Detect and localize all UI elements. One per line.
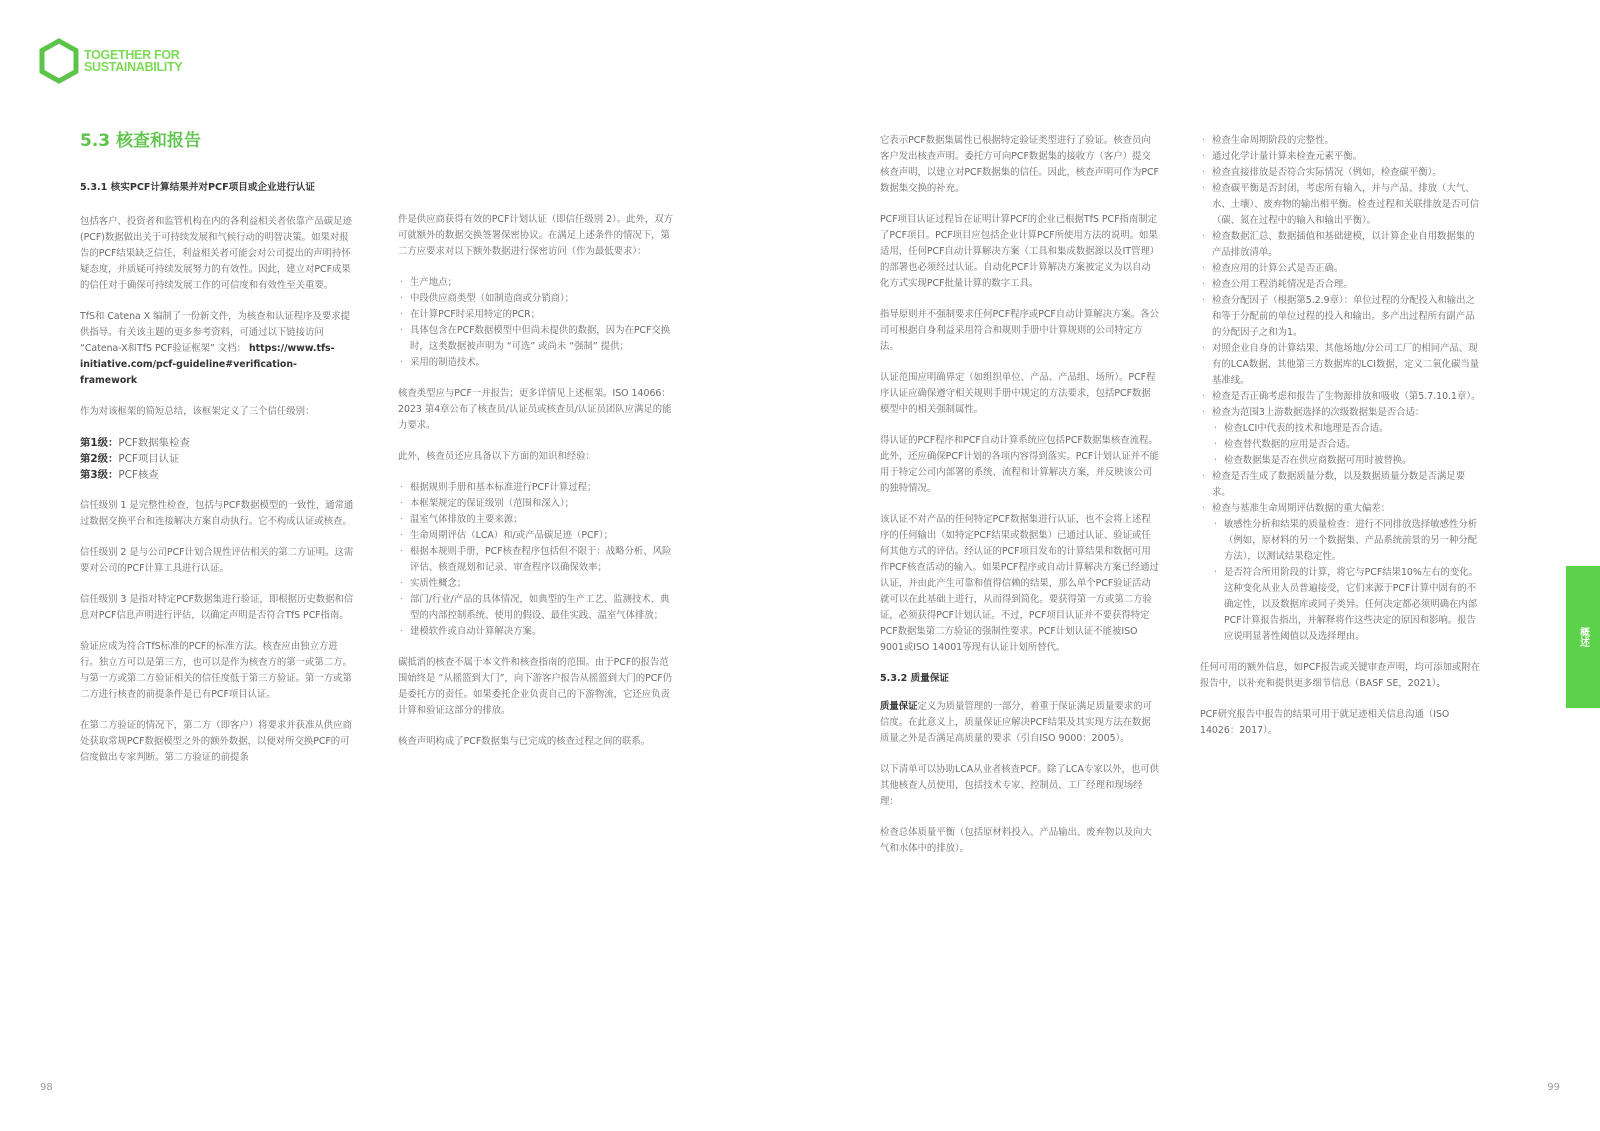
chapter-tab-label: 概述 (1577, 627, 1589, 647)
verifier-knowledge-list (398, 480, 678, 640)
data-access-list (398, 275, 678, 371)
list-item: · 检查与基准生命周期评估数据的重大偏差： (1200, 501, 1482, 517)
list-item: · 检查是否正确考虑和报告了生物源排放和吸收（第5.7.10.1章）。 (1200, 389, 1482, 405)
sub-list-item: · 敏感性分析和结果的质量检查：进行不同排放选择敏感性分析（例如，原材料的另一个数据集、产品系统前景的另一种分配方法），以测试结果稳定性。 (1200, 517, 1482, 565)
paragraph: 件是供应商获得有效的PCF计划认证（即信任级别 2）。此外，双方可就额外的数据交换签署保密协议。在满足上述条件的情况下，第二方应要求对以下额外数据进行保密访问（作为最低要求）： (398, 214, 673, 257)
level-text: PCF项目认证 (118, 453, 180, 465)
level-label: 第1级： (80, 437, 119, 449)
paragraph: 检查总体质量平衡（包括原材料投入、产品输出、废弃物以及向大气和水体中的排放）。 (880, 827, 1152, 854)
paragraph: 任何可用的额外信息，如PCF报告或关键审查声明，均可添加或附在报告中，以补充和提供更多细节信息（BASF SE，2021）。 (1200, 662, 1481, 689)
level-text: PCF数据集检查 (118, 437, 190, 449)
page-number-left: 98 (40, 1082, 53, 1093)
subsection-title-5-3-2: 5.3.2 质量保证 (880, 673, 950, 684)
paragraph (80, 309, 354, 389)
list-item: · 中段供应商类型（如制造商或分销商）； (398, 291, 678, 307)
list-item: · 通过化学计量计算来检查元素平衡。 (1200, 149, 1482, 165)
list-item: · 检查碳平衡是否封闭，考虑所有输入，并与产品、排放（大气、水、土壤）、废弃物的输出相平衡。检查过程和关联排放是否可信（碳、氮在过程中的输入和输出平衡）。 (1200, 181, 1482, 229)
paragraph: 得认证的PCF程序和PCF自动计算系统应包括PCF数据集核查流程。此外，还应确保PCF计划的各项内容得到落实。PCF计划认证并不能用于特定公司内部署的系统、流程和计算解决方案，并反映该公司的独特情况。 (880, 435, 1159, 494)
column-3 (880, 133, 1160, 872)
hexagon-logo-icon (38, 38, 80, 84)
list-item: · 实质性概念； (398, 576, 678, 592)
trust-level-2 (80, 451, 354, 467)
list-item: · 采用的制造技术。 (398, 355, 678, 371)
paragraph: 它表示PCF数据集属性已根据特定验证类型进行了验证。核查员向客户发出核查声明。委托方可向PCF数据集的接收方（客户）提交核查声明，以建立对PCF数据集的信任。因此，核查声明可作为PCF数据集交换的补充。 (880, 135, 1159, 194)
paragraph: 包括客户、投资者和监管机构在内的各利益相关者依靠产品碳足迹(PCF)数据做出关于可持续发展和气候行动的明智决策。如果对报告的PCF结果缺乏信任，利益相关者可能会对公司提出的声明持怀疑态度，并质疑可持续发展努力的有效性。因此，建立对PCF成果的信任对于确保可持续发展工作的可信度和有效性至关重要。 (80, 216, 352, 291)
paragraph-text: TfS和 Catena X 编制了一份新文件，为核查和认证程序及要求提供指导。有关该主题的更多参考资料，可通过以下链接访问 “Catena-X和TfS PCF验证框架” 文档： (80, 311, 351, 354)
paragraph: 碳抵消的核查不属于本文件和核查指南的范围。由于PCF的报告范围始终是 “从摇篮到大门”，向下游客户报告从摇篮到大门的PCF仍是委托方的责任。如果委托企业负责自己的下游物流，它还应负责计算和验证这部分的排放。 (398, 657, 673, 716)
list-item: · 检查是否生成了数据质量分数，以及数据质量分数是否满足要求。 (1200, 469, 1482, 501)
list-item: · 具体包含在PCF数据模型中但尚未提供的数据，因为在PCF交换时，这类数据被声明为 “可选” 或尚未 “强制” 提供； (398, 323, 678, 355)
section-title: 5.3 核查和报告 (80, 131, 202, 151)
list-item: · 检查生命周期阶段的完整性。 (1200, 133, 1482, 149)
list-item: · 生命周期评估（LCA）和/或产品碳足迹（PCF）； (398, 528, 678, 544)
logo (38, 38, 182, 84)
paragraph: 信任级别 1 是完整性检查，包括与PCF数据模型的一致性，通常通过数据交换平台和连接解决方案自动执行。它不构成认证或核查。 (80, 500, 354, 527)
level-label: 第3级： (80, 469, 119, 481)
list-item: · 检查直接排放是否符合实际情况（例如，检查碳平衡）。 (1200, 165, 1482, 181)
list-item: · 本框架规定的保证级别（范围和深入）； (398, 496, 678, 512)
subsection-title-5-3-1: 5.3.1 核实PCF计算结果并对PCF项目或企业进行认证 (80, 182, 315, 193)
list-item: · 生产地点； (398, 275, 678, 291)
trust-level-1 (80, 435, 354, 451)
quality-assurance-term: 质量保证 (880, 701, 918, 712)
column-2 (398, 212, 678, 765)
sub-list-item: · 是否符合所用阶段的计算，将它与PCF结果10%左右的变化。这种变化从业人员普遍接受，它们来源于PCF计算中固有的不确定性，以及数据库或同子类异。任何决定都必须明确在内部PCF计算报告指出，并解释将作这些决定的原因和影响。报告应说明显著性阈值以及选择理由。 (1200, 565, 1482, 645)
paragraph: 信任级别 2 是与公司PCF计划合规性评估相关的第二方证明。这需要对公司的PCF计算工具进行认证。 (80, 547, 354, 574)
paragraph: 作为对该框架的简短总结，该框架定义了三个信任级别： (80, 406, 315, 417)
sub-list-item: · 检查数据集是否在供应商数据可用时被替换。 (1200, 453, 1482, 469)
paragraph-text: 定义为质量管理的一部分，着重于保证满足质量要求的可信度。在此意义上，质量保证应解决PCF结果及其实现方法在数据质量之外是否满足高质量的要求（引自ISO 9000：2005）。 (880, 701, 1152, 744)
paragraph: PCF研究报告中报告的结果可用于就足迹相关信息沟通（ISO 14026：2017）。 (1200, 709, 1450, 736)
paragraph: 认证范围应明确界定（如组织单位、产品、产品组、场所）。PCF程序认证应确保遵守相关规则手册中规定的方法要求，包括PCF数据模型中的相关强制属性。 (880, 372, 1156, 415)
list-item: · 根据本规则手册，PCF核查程序包括但不限于：战略分析、风险评估、核查规划和记录、审查程序以确保效率； (398, 544, 678, 576)
level-label: 第2级： (80, 453, 119, 465)
verification-framework-link[interactable]: https://www.tfs-initiative.com/pcf-guideline#verification-framework (80, 343, 335, 386)
list-item: · 温室气体排放的主要来源； (398, 512, 678, 528)
list-item: · 检查数据汇总、数据插值和基础建模，以计算企业自用数据集的产品排放清单。 (1200, 229, 1482, 261)
paragraph: 以下清单可以协助LCA从业者核查PCF。除了LCA专家以外，也可供其他核查人员使用，包括技术专家、控制员、工厂经理和现场经理： (880, 764, 1159, 807)
list-item: · 检查应用的计算公式是否正确。 (1200, 261, 1482, 277)
page-number-right: 99 (1547, 1082, 1560, 1093)
list-item: · 建模软件或自动计算解决方案。 (398, 624, 678, 640)
list-item: · 在计算PCF时采用特定的PCR； (398, 307, 678, 323)
logo-line-2: SUSTAINABILITY (84, 60, 183, 74)
level-text: PCF核查 (118, 469, 159, 481)
list-item: · 检查公用工程消耗情况是否合理。 (1200, 277, 1482, 293)
paragraph (880, 699, 1160, 747)
paragraph: 该认证不对产品的任何特定PCF数据集进行认证，也不会将上述程序的任何输出（如特定PCF结果或数据集）已通过认证、验证或任何其他方式的评估。经认证的PCF项目发布的计算结果和数据可用作PCF核查活动的输入。如果PCF程序或自动计算解决方案已经通过认证，并由此产生可靠和值得信赖的结果，那么单个PCF验证活动就可以在此基础上进行，从而得到简化。要获得第一方或第二方验证，必须获得PCF计划认证。不过，PCF项目认证并不要获得特定PCF数据集第二方验证的强制性要求。PCF计划认证不能被ISO 9001或ISO 14001等现有认证计划所替代。 (880, 514, 1159, 653)
paragraph: 信任级别 3 是指对特定PCF数据集进行验证，即根据历史数据和信息对PCF信息声明进行评估，以确定声明是否符合TfS PCF指南。 (80, 594, 354, 621)
column-4 (1200, 133, 1482, 754)
checklist (1200, 133, 1482, 645)
paragraph: 核查类型应与PCF一并报告；更多详情见上述框架。ISO 14066：2023 第4章公布了核查员/认证员或核查员/认证员团队应满足的能力要求。 (398, 388, 672, 431)
list-item: · 对照企业自身的计算结果、其他场地/分公司工厂的相同产品、现有的LCA数据、其他第三方数据库的LCI数据，定义二氧化碳当量基准线。 (1200, 341, 1482, 389)
logo-line-1: TOGETHER FOR (84, 47, 180, 62)
list-item: · 检查为范围3上游数据选择的次级数据集是否合适： (1200, 405, 1482, 421)
paragraph: 此外，核查员还应具备以下方面的知识和经验： (398, 451, 595, 462)
paragraph: PCF项目认证过程旨在证明计算PCF的企业已根据TfS PCF指南制定了PCF项目。PCF项目应包括企业计算PCF所使用方法的说明。如果适用，任何PCF自动计算解决方案（工具和集成数据源以及IT管理）的部署也必须经过认证。自动化PCF计算解决方案被定义为以自动化方式实现PCF批量计算的数字工具。 (880, 214, 1160, 289)
logo-text (84, 49, 182, 74)
paragraph: 指导原则并不强制要求任何PCF程序或PCF自动计算解决方案。各公司可根据自身利益采用符合和规则手册中计算规则的公司特定方法。 (880, 309, 1159, 352)
trust-level-3 (80, 467, 354, 483)
chapter-tab[interactable] (1566, 566, 1600, 708)
sub-list-item: · 检查替代数据的应用是否合适。 (1200, 437, 1482, 453)
paragraph: 在第二方验证的情况下，第二方（即客户）将要求并获准从供应商处获取常规PCF数据模型之外的额外数据，以便对所交换PCF的可信度做出专家判断。第二方验证的前提条 (80, 720, 352, 763)
paragraph: 验证应成为符合TfS标准的PCF的标准方法。核查应由独立方进行。独立方可以是第三方，也可以是作为核查方的第一或第二方。与第一方或第二方验证相关的信任度低于第三方验证。第一方或第二方进行核查的前提条件是已有PCF项目认证。 (80, 641, 352, 700)
column-1 (80, 180, 354, 781)
sub-list-item: · 检查LCI中代表的技术和地理是否合适。 (1200, 421, 1482, 437)
list-item: · 根据规则手册和基本标准进行PCF计算过程； (398, 480, 678, 496)
trust-levels (80, 435, 354, 483)
paragraph: 核查声明构成了PCF数据集与已完成的核查过程之间的联系。 (398, 736, 650, 747)
list-item: · 部门/行业/产品的具体情况，如典型的生产工艺、监测技术、典型的内部控制系统、使用的假设、最佳实践、温室气体排放； (398, 592, 678, 624)
list-item: · 检查分配因子（根据第5.2.9章）：单位过程的分配投入和输出之和等于分配前的单位过程的投入和输出。多产出过程所有副产品的分配因子之和为1。 (1200, 293, 1482, 341)
